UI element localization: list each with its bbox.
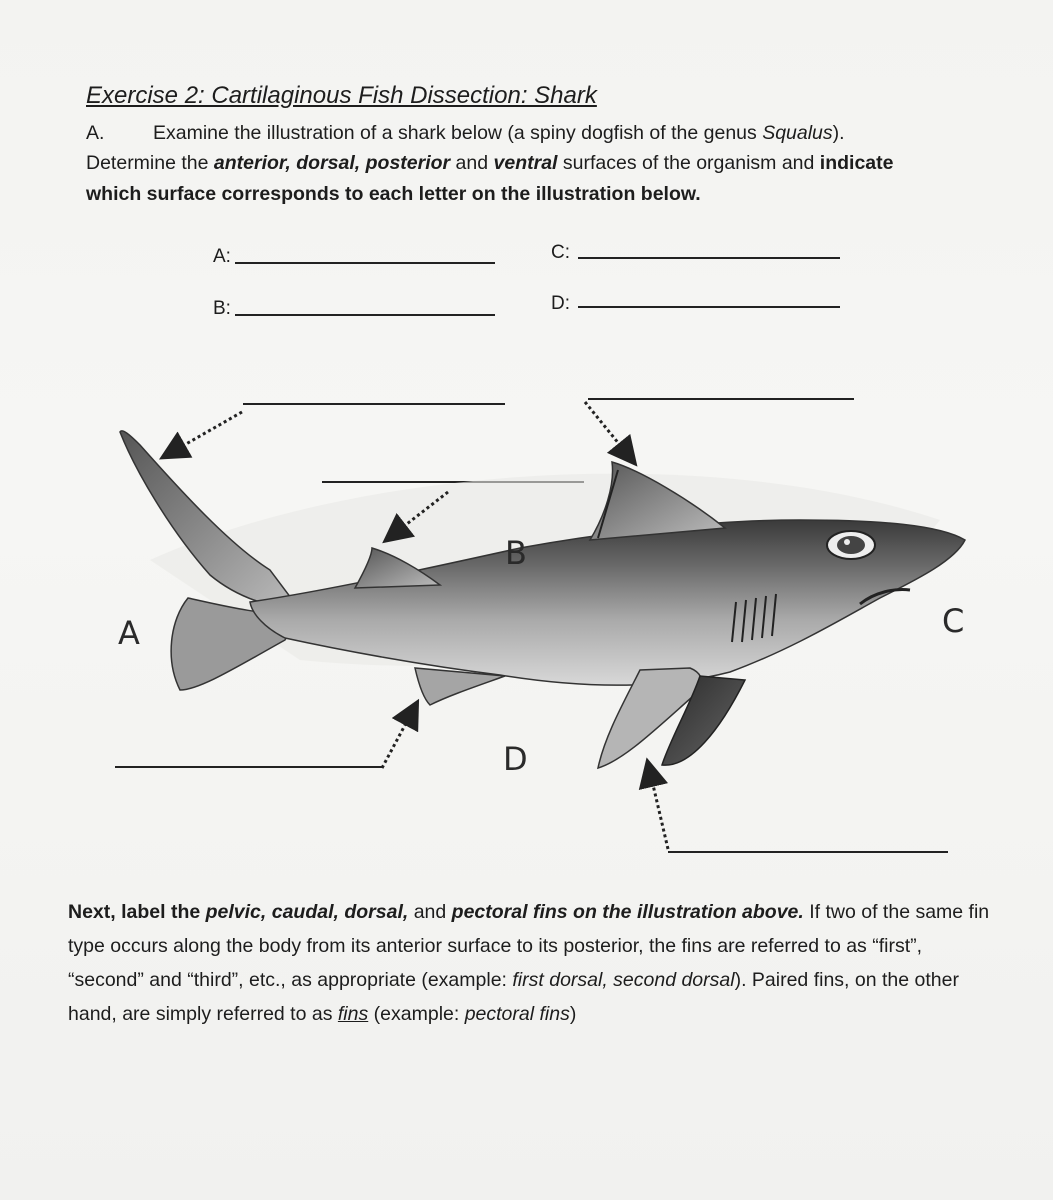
exercise-title: Exercise 2: Cartilaginous Fish Dissection: Shark [86, 82, 597, 109]
example-dorsal: first dorsal, second dorsal [512, 969, 735, 991]
eye [827, 531, 875, 559]
diagram-letter-d: D [503, 740, 528, 778]
instruction-text: Examine the illustration of a shark below (a spiny dogfish of the genus [153, 122, 763, 144]
instruction-text: and [408, 901, 452, 923]
instruction-line-3: which surface corresponds to each letter on the illustration below. [86, 183, 701, 205]
fin-instructions-paragraph [68, 895, 998, 1031]
instruction-text: surfaces of the organism and [557, 152, 820, 174]
answer-label-b: B: [213, 298, 231, 319]
surface-terms: anterior, dorsal, posterior [213, 152, 451, 174]
instruction-text: and [450, 152, 494, 174]
instruction-text: Determine the [86, 152, 214, 174]
ventral-term: ventral [493, 152, 558, 174]
answer-label-c: C: [551, 242, 570, 263]
answer-label-a: A: [213, 246, 231, 267]
diagram-letter-c: C [942, 602, 965, 640]
instruction-text: ). [832, 122, 845, 144]
pectoral-term: pectoral fins on the illustration above. [451, 901, 804, 923]
instruction-text: Next, label the [68, 901, 206, 923]
example-pectoral: pectoral fins [464, 1003, 570, 1025]
diagram-letter-a: A [118, 614, 140, 652]
fins-word: fins [337, 1003, 369, 1025]
answer-label-d: D: [551, 293, 570, 314]
fin-terms: pelvic, caudal, dorsal, [205, 901, 409, 923]
instruction-text: ). Paired fins, on the other hand, are simply referred to as [68, 969, 959, 1025]
instruction-text: ) [569, 1003, 577, 1025]
genus-name: Squalus [762, 122, 833, 144]
part-a-marker: A. [86, 122, 105, 144]
indicate-term: indicate [819, 152, 894, 174]
diagram-letter-b: B [505, 534, 527, 572]
instruction-text: If two of the same fin type occurs along the body from its anterior surface to its posterior, the fins are referred to as “first”, “second” and “third”, etc., as appropriate (example: [68, 901, 990, 991]
instruction-text: (example: [368, 1003, 465, 1025]
